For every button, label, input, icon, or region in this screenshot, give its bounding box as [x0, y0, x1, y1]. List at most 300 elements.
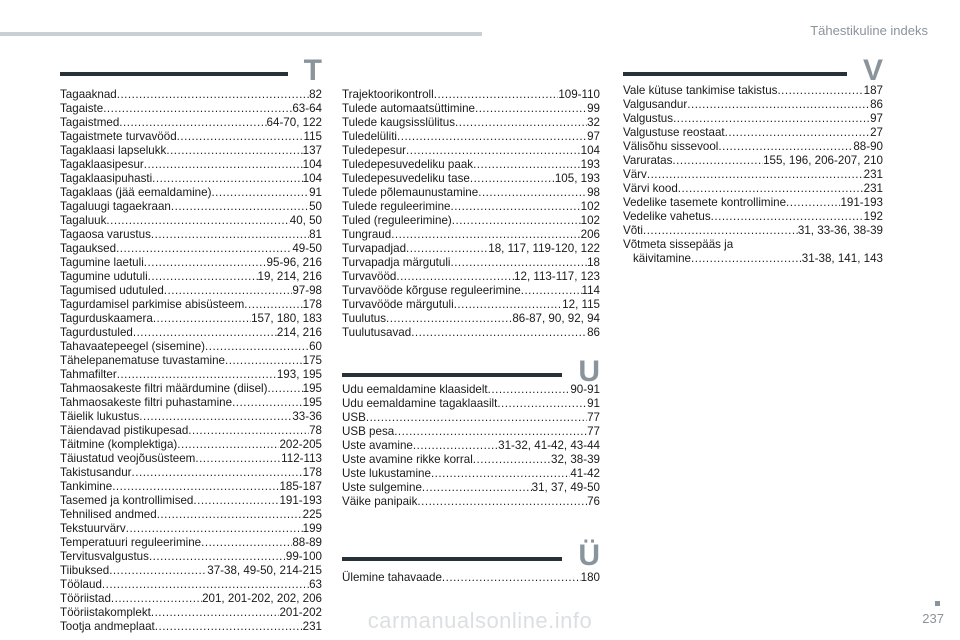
index-term: Valgustuse reostaat	[623, 126, 725, 139]
index-term: Udu eemaldamine tagaklaasilt	[342, 397, 498, 410]
index-pages: 109-110	[558, 88, 600, 101]
index-pages: 78	[309, 424, 322, 437]
index-entry	[60, 228, 322, 242]
index-term: USB pesa	[342, 425, 395, 438]
index-term: Tuledepesuvedeliku paak	[342, 158, 474, 171]
index-term: Tervitusvalgustus	[60, 550, 149, 563]
index-entry	[60, 452, 322, 466]
index-pages: 231	[863, 182, 883, 195]
index-term: Ülemine tahavaade	[342, 571, 442, 584]
index-pages: 192	[863, 210, 883, 223]
index-entry	[342, 298, 600, 312]
index-list-t-col1	[60, 88, 322, 634]
index-term: Turvavööde kõrguse reguleerimine	[342, 284, 521, 297]
index-pages: 193	[580, 158, 600, 171]
leader-dots	[205, 340, 309, 354]
index-term: Tahmaosakeste filtri määrdumine (diisel)	[60, 382, 268, 395]
index-pages: 193, 195	[276, 368, 322, 381]
index-pages: 41-42	[570, 467, 600, 480]
index-term: Tulede reguleerimine	[342, 200, 451, 213]
leader-dots	[450, 256, 587, 270]
index-term: Tahmaosakeste filtri puhastamine	[60, 396, 233, 409]
index-term: Tööriistad	[60, 592, 111, 605]
index-term: Vale kütuse tankimise takistus	[623, 84, 778, 97]
index-list-u-umlaut	[342, 571, 600, 585]
section-header-t	[60, 52, 322, 87]
index-entry	[342, 242, 600, 256]
index-pages: 202-205	[279, 438, 322, 451]
index-term: Tagaklaasipuhasti	[60, 172, 153, 185]
index-pages: 195	[302, 396, 322, 409]
index-list-v	[623, 84, 883, 266]
index-pages: 102	[580, 200, 600, 213]
index-entry	[60, 200, 322, 214]
index-entry	[342, 256, 600, 270]
section-letter-v: V	[862, 54, 883, 87]
index-entry	[623, 168, 883, 182]
index-term: Tööriistakomplekt	[60, 606, 151, 619]
section-letter-u-umlaut: Ü	[578, 539, 600, 572]
index-entry	[342, 200, 600, 214]
index-pages: 77	[587, 425, 600, 438]
index-term: Väike panipaik	[342, 495, 418, 508]
index-term: Tagurdustuled	[60, 326, 133, 339]
index-pages: 60	[309, 340, 322, 353]
leader-dots	[475, 102, 587, 116]
index-pages: 185-187	[279, 480, 322, 493]
index-term: Tulede põlemaunustamine	[342, 186, 479, 199]
leader-dots	[406, 144, 581, 158]
index-entry	[60, 256, 322, 270]
index-term: Tahavaatepeegel (sisemine)	[60, 340, 206, 353]
index-entry	[60, 284, 322, 298]
leader-dots	[397, 130, 587, 144]
leader-dots	[442, 571, 581, 585]
index-term: Täiustatud veojõusüsteem	[60, 452, 196, 465]
index-pages: 191-193	[840, 196, 883, 209]
index-entry	[60, 312, 322, 326]
page-header-title: Tähestikuline indeks	[810, 23, 928, 38]
leader-dots	[164, 284, 293, 298]
index-pages: 105, 193	[554, 172, 600, 185]
index-term: Tagaistmed	[60, 116, 120, 129]
index-entry	[342, 172, 600, 186]
index-term: Uste lukustamine	[342, 467, 431, 480]
index-term: Tagaistmete turvavööd	[60, 130, 177, 143]
index-term: Tagaluugi tagaekraan	[60, 200, 171, 213]
index-term: Tootja andmeplaat	[60, 620, 155, 633]
index-term: Tagumised udutuled	[60, 284, 164, 297]
leader-dots	[188, 424, 309, 438]
leader-dots	[422, 481, 532, 495]
leader-dots	[153, 312, 251, 326]
index-pages: 27	[870, 126, 883, 139]
index-pages: 115	[303, 130, 322, 143]
index-term: Tungraud	[342, 228, 392, 241]
index-entry	[60, 368, 322, 382]
leader-dots	[454, 298, 562, 312]
index-term: Valgustus	[623, 112, 674, 125]
index-entry	[342, 481, 600, 495]
index-pages: 104	[580, 144, 600, 157]
index-pages: 97	[870, 112, 883, 125]
section-header-u-umlaut	[342, 537, 600, 572]
index-pages: 178	[302, 298, 322, 311]
index-entry	[342, 116, 600, 130]
section-rule	[60, 72, 288, 76]
index-pages: 77	[587, 411, 600, 424]
index-pages: 90-91	[570, 383, 600, 396]
index-pages: 97-98	[292, 284, 322, 297]
index-entry	[60, 340, 322, 354]
section-header-v	[623, 52, 883, 87]
index-pages: 206	[580, 228, 600, 241]
leader-dots	[673, 112, 870, 126]
index-pages: 50	[309, 200, 322, 213]
index-pages: 31, 33-36, 38-39	[797, 224, 883, 237]
index-entry	[60, 382, 322, 396]
leader-dots	[406, 242, 488, 256]
index-pages: 112-113	[281, 452, 322, 465]
index-pages: 201-202	[279, 606, 322, 619]
index-term: Tuledelüliti	[342, 130, 397, 143]
leader-dots	[488, 383, 571, 397]
index-pages: 114	[581, 284, 600, 297]
index-entry	[60, 186, 322, 200]
index-entry	[623, 224, 883, 238]
index-pages: 31, 37, 49-50	[531, 481, 600, 494]
leader-dots	[786, 196, 840, 210]
index-entry	[342, 130, 600, 144]
index-pages: 102	[580, 214, 600, 227]
leader-dots	[366, 411, 587, 425]
index-entry	[60, 144, 322, 158]
index-pages: 201, 201-202, 202, 206	[202, 592, 322, 605]
leader-dots	[106, 214, 289, 228]
index-term: Uste sulgemine	[342, 481, 422, 494]
index-entry	[60, 508, 322, 522]
index-term: Uste avamine rikke korral	[342, 453, 473, 466]
index-term: Uste avamine	[342, 439, 413, 452]
index-pages: 63	[309, 578, 322, 591]
index-entry	[342, 228, 600, 242]
section-letter-t: T	[303, 54, 322, 87]
index-term: Tagaklaasi lapselukk	[60, 144, 167, 157]
index-term: Tulede automaatsüttimine	[342, 102, 475, 115]
leader-dots	[144, 158, 303, 172]
index-pages: 86-87, 90, 92, 94	[512, 312, 600, 325]
index-term: Tagaaknad	[60, 88, 117, 101]
leader-dots	[521, 284, 582, 298]
index-pages: 187	[863, 84, 883, 97]
index-entry	[60, 536, 322, 550]
leader-dots	[109, 564, 207, 578]
leader-dots	[672, 154, 763, 168]
index-entry	[60, 116, 322, 130]
leader-dots	[116, 242, 292, 256]
index-term: Tehnilised andmed	[60, 508, 157, 521]
leader-dots	[386, 312, 512, 326]
index-term: Tagaiste	[60, 102, 104, 115]
index-pages: 157, 180, 183	[251, 312, 322, 325]
index-pages: 40, 50	[289, 214, 322, 227]
index-entry	[623, 182, 883, 196]
leader-dots	[244, 298, 302, 312]
index-term: Täitmine (komplektiga)	[60, 438, 178, 451]
index-entry	[623, 196, 883, 210]
leader-dots	[117, 368, 277, 382]
index-term: Turvapadja märgutuli	[342, 256, 451, 269]
leader-dots	[195, 452, 281, 466]
leader-dots	[126, 522, 303, 536]
leader-dots	[193, 494, 279, 508]
index-pages: 99-100	[285, 550, 322, 563]
index-term: Tekstuurvärv	[60, 522, 126, 535]
index-entry	[60, 298, 322, 312]
leader-dots	[478, 186, 587, 200]
index-entry	[342, 411, 600, 425]
section-rule	[623, 72, 847, 76]
leader-dots	[725, 126, 870, 140]
index-pages: 12, 115	[562, 298, 600, 311]
index-entry	[623, 84, 883, 98]
index-entry	[60, 242, 322, 256]
leader-dots	[166, 144, 302, 158]
leader-dots	[711, 210, 864, 224]
index-term: Värv	[623, 168, 647, 181]
leader-dots	[455, 116, 587, 130]
index-term: Tuulutusavad	[342, 326, 412, 339]
index-pages: 31-38, 141, 143	[801, 252, 883, 265]
index-term: Turvavööde märgutuli	[342, 298, 454, 311]
index-pages: 31-32, 41-42, 43-44	[498, 439, 600, 452]
leader-dots	[394, 425, 587, 439]
leader-dots	[201, 536, 292, 550]
leader-dots	[687, 98, 870, 112]
index-pages: 82	[309, 88, 322, 101]
index-term: Tagaklaas (jää eemaldamine)	[60, 186, 212, 199]
leader-dots	[132, 466, 303, 480]
index-entry	[60, 522, 322, 536]
index-term: Takistusandur	[60, 466, 132, 479]
index-term: Tuledepesur	[342, 144, 407, 157]
index-term: Turvapadjad	[342, 242, 407, 255]
index-entry	[623, 112, 883, 126]
index-pages: 64-70, 122	[266, 116, 322, 129]
index-term: Tagaosa varustus	[60, 228, 151, 241]
leader-dots	[411, 326, 587, 340]
index-entry	[623, 154, 883, 168]
header-rule	[0, 32, 482, 36]
index-pages: 180	[580, 571, 600, 584]
index-pages: 33-36	[292, 410, 322, 423]
index-entry	[60, 270, 322, 284]
leader-dots	[678, 182, 864, 196]
index-entry	[60, 564, 322, 578]
index-term: Tagauksed	[60, 242, 117, 255]
section-rule	[342, 373, 562, 377]
index-term: Tagumine udutuli	[60, 270, 148, 283]
index-pages: 88-90	[853, 140, 883, 153]
index-pages: 76	[587, 495, 600, 508]
index-entry	[342, 144, 600, 158]
index-pages: 104	[302, 172, 322, 185]
index-term: Tasemed ja kontrollimised	[60, 494, 194, 507]
index-entry	[60, 130, 322, 144]
index-pages: 231	[863, 168, 883, 181]
index-term: Temperatuuri reguleerimine	[60, 536, 202, 549]
index-pages: 231	[302, 620, 322, 633]
index-pages: 175	[302, 354, 322, 367]
section-header-u	[342, 353, 600, 388]
index-pages: 155, 196, 206-207, 210	[763, 154, 883, 167]
index-entry	[342, 383, 600, 397]
page-marker	[935, 601, 940, 606]
leader-dots	[413, 439, 498, 453]
index-entry	[623, 140, 883, 154]
index-entry	[342, 571, 600, 585]
index-entry	[342, 312, 600, 326]
leader-dots	[103, 102, 292, 116]
index-term: Tuledepesuvedeliku tase	[342, 172, 470, 185]
watermark: carmanualsonline.info	[367, 608, 593, 633]
index-entry	[60, 424, 322, 438]
index-entry	[342, 467, 600, 481]
index-entry	[60, 466, 322, 480]
leader-dots	[647, 168, 864, 182]
index-entry	[342, 102, 600, 116]
index-term: Tuulutus	[342, 312, 387, 325]
leader-dots	[267, 382, 302, 396]
index-term: Trajektoorikontroll	[342, 88, 434, 101]
index-pages: 98	[587, 186, 600, 199]
leader-dots	[473, 453, 551, 467]
index-entry	[60, 158, 322, 172]
index-term: Tagurduskaamera	[60, 312, 153, 325]
index-entry	[342, 326, 600, 340]
index-entry	[342, 439, 600, 453]
index-entry	[623, 238, 883, 252]
index-pages: 91	[309, 186, 322, 199]
index-pages: 91	[587, 397, 600, 410]
index-pages: 95-96, 216	[266, 256, 322, 269]
index-term: Tagumine laetuli	[60, 256, 144, 269]
index-entry	[60, 494, 322, 508]
leader-dots	[177, 130, 304, 144]
index-term: Vedelike tasemete kontrollimine	[623, 196, 787, 209]
index-term: Tuled (reguleerimine)	[342, 214, 452, 227]
leader-dots	[112, 480, 279, 494]
index-term: Tähelepanematuse tuvastamine	[60, 354, 225, 367]
leader-dots	[497, 397, 587, 411]
index-list-u	[342, 383, 600, 509]
index-list-t-col2	[342, 88, 600, 340]
index-entry	[60, 88, 322, 102]
leader-dots	[225, 354, 303, 368]
leader-dots	[452, 214, 581, 228]
index-pages: 88-89	[292, 536, 322, 549]
index-entry	[60, 214, 322, 228]
index-pages: 18	[587, 256, 600, 269]
leader-dots	[450, 200, 580, 214]
index-pages: 199	[302, 522, 322, 535]
index-entry	[623, 98, 883, 112]
index-term: Tagaklaasipesur	[60, 158, 144, 171]
index-entry	[60, 592, 322, 606]
index-entry	[60, 550, 322, 564]
index-term: Välisõhu sissevool	[623, 140, 719, 153]
index-entry	[60, 480, 322, 494]
leader-dots	[119, 116, 266, 130]
index-pages: 137	[302, 144, 322, 157]
leader-dots	[434, 88, 559, 102]
index-entry	[342, 88, 600, 102]
index-pages: 191-193	[279, 494, 322, 507]
section-rule	[342, 557, 562, 561]
leader-dots	[171, 200, 309, 214]
index-entry	[342, 186, 600, 200]
index-entry	[623, 252, 883, 266]
index-term: Tankimine	[60, 480, 113, 493]
index-pages: 19, 214, 216	[257, 270, 322, 283]
leader-dots	[148, 270, 258, 284]
index-entry	[342, 453, 600, 467]
index-pages: 63-64	[292, 102, 322, 115]
leader-dots	[211, 186, 309, 200]
index-pages: 18, 117, 119-120, 122	[488, 242, 600, 255]
index-entry	[342, 425, 600, 439]
index-pages: 32, 38-39	[551, 453, 600, 466]
index-entry	[60, 354, 322, 368]
index-term: Täielik lukustus	[60, 410, 140, 423]
leader-dots	[691, 252, 802, 266]
index-entry	[342, 214, 600, 228]
index-entry	[60, 396, 322, 410]
index-entry	[342, 397, 600, 411]
index-entry	[60, 410, 322, 424]
index-pages: 81	[309, 228, 322, 241]
index-pages: 49-50	[292, 242, 322, 255]
index-pages: 104	[302, 158, 322, 171]
index-term: Varuratas	[623, 154, 673, 167]
index-entry	[60, 326, 322, 340]
leader-dots	[718, 140, 853, 154]
index-pages: 214, 216	[276, 326, 322, 339]
leader-dots	[152, 172, 302, 186]
leader-dots	[396, 270, 514, 284]
index-term: Täiendavad pistikupesad	[60, 424, 189, 437]
index-pages: 225	[302, 508, 322, 521]
leader-dots	[431, 467, 570, 481]
index-term: käivitamine	[633, 252, 691, 265]
index-term: Udu eemaldamine klaasidelt	[342, 383, 488, 396]
index-pages: 12, 113-117, 123	[514, 270, 600, 283]
index-entry	[60, 102, 322, 116]
index-term: Turvavööd	[342, 270, 397, 283]
index-term: Töölaud	[60, 578, 102, 591]
index-term: Tagaluuk	[60, 214, 107, 227]
leader-dots	[157, 508, 303, 522]
leader-dots	[117, 88, 309, 102]
index-entry	[60, 172, 322, 186]
index-pages: 32	[587, 116, 600, 129]
leader-dots	[149, 550, 286, 564]
leader-dots	[777, 84, 863, 98]
index-pages: 86	[587, 326, 600, 339]
leader-dots	[417, 495, 587, 509]
leader-dots	[232, 396, 303, 410]
index-entry	[342, 158, 600, 172]
